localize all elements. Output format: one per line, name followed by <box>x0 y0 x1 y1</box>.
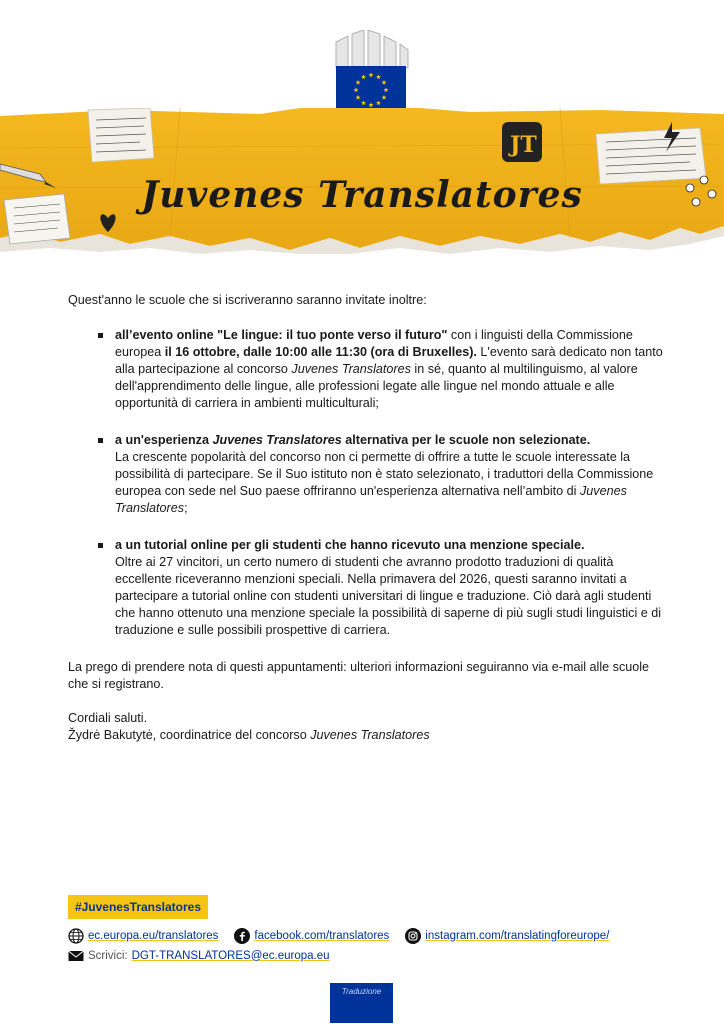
jt-badge-icon <box>502 122 542 162</box>
list-item-online-event <box>98 327 668 412</box>
signature-contest: Juvenes Translatores <box>310 728 430 742</box>
eu-star-icon <box>361 100 366 105</box>
alt-title-2: alternativa per le scuole non selezionate. <box>341 433 591 447</box>
social-links-row <box>68 926 609 946</box>
mail-icon <box>68 948 84 964</box>
eu-star-icon <box>384 87 389 92</box>
intro-text: Quest'anno le scuole che si iscriveranno saranno invitate inoltre: <box>68 293 427 307</box>
svg-text:JT: JT <box>510 132 537 158</box>
eu-stars-icon <box>336 66 406 114</box>
eu-star-icon <box>356 95 361 100</box>
event-text-1: con i linguisti della Commissione europea <box>115 328 633 359</box>
facebook-icon <box>234 928 250 944</box>
website-link[interactable]: ec.europa.eu/translatores <box>88 930 219 942</box>
facebook-link[interactable]: facebook.com/translatores <box>254 930 390 942</box>
tutorial-title: a un tutorial online per gli studenti che hanno ricevuto una menzione speciale. <box>115 538 585 552</box>
alt-text-1: La crescente popolarità del concorso non ci permette di offrire a tutte le scuole interessate la possibilità di partecipare. Se il Suo istituto non è stato selezionato, i traduttori della Commissione europea con sede nel Suo paese offriranno un'esperienza alternativa nell’ambito di <box>115 450 654 498</box>
eu-star-icon <box>361 74 366 79</box>
contest-name: Juvenes Translatores <box>115 484 627 515</box>
mail-label: Scrivici: <box>88 950 128 962</box>
instagram-link[interactable]: instagram.com/translatingforeurope/ <box>425 930 610 942</box>
contest-name: Juvenes Translatores <box>291 362 411 376</box>
eu-star-icon <box>354 87 359 92</box>
alt-title-contest: Juvenes Translatores <box>212 433 342 447</box>
signature-name: Žydrė Bakutytė, coordinatrice del concorso <box>68 728 311 742</box>
event-title: all’evento online "Le lingue: il tuo ponte verso il futuro" <box>115 328 448 342</box>
eu-star-icon <box>356 80 361 85</box>
eu-star-icon <box>382 95 387 100</box>
eu-star-icon <box>369 102 374 107</box>
mail-row <box>68 946 609 966</box>
translation-label: Traduzione <box>330 983 393 1023</box>
mail-link[interactable]: DGT-TRANSLATORES@ec.europa.eu <box>131 950 330 962</box>
list-item-alternative-experience <box>98 432 668 517</box>
event-text-3: in sé, quanto al multilinguismo, al valore dell'apprendimento delle lingue, alle professioni legate alle lingue nel mondo attuale e alle opportunità di carriera in ambienti multiculturali; <box>115 362 638 410</box>
bullet-marker <box>98 333 103 338</box>
tutorial-text: Oltre ai 27 vincitori, un certo numero di studenti che avranno prodotto traduzioni di qualità eccellente riceveranno menzioni speciali. Nella primavera del 2026, questi saranno invitati a partecipare a tutorial online con studenti universitari di lingue e traduzione. Ciò darà agli studenti che hanno ottenuto una menzione speciale la possibilità di saperne di più sugli studi linguistici e di traduzione e sulle possibili prospettive di carriera. <box>115 555 662 637</box>
eu-flag <box>336 66 406 114</box>
banner-title: Juvenes Translatores <box>141 174 583 216</box>
footer-links <box>68 926 609 966</box>
signature <box>68 727 668 744</box>
bullet-marker <box>98 438 103 443</box>
event-date: il 16 ottobre, dalle 10:00 alle 11:30 (ora di Bruxelles). <box>164 345 477 359</box>
berlaymont-building-icon <box>308 30 416 70</box>
alt-title-1: a un'esperienza <box>115 433 213 447</box>
list-item-online-tutorial <box>98 537 668 639</box>
events-list <box>98 327 668 639</box>
eu-star-icon <box>382 80 387 85</box>
letter-body <box>68 292 668 744</box>
note-text: La prego di prendere nota di questi appuntamenti: ulteriori informazioni seguiranno via e-mail alle scuole che si registrano. <box>68 660 650 691</box>
alt-text-2: ; <box>184 501 188 515</box>
eu-star-icon <box>376 74 381 79</box>
globe-icon <box>68 928 84 944</box>
instagram-icon <box>405 928 421 944</box>
event-text-2: L'evento sarà dedicato non tanto alla partecipazione al concorso <box>115 345 663 376</box>
bullet-marker <box>98 543 103 548</box>
hashtag-badge: #JuvenesTranslatores <box>68 895 208 919</box>
eu-star-icon <box>369 72 374 77</box>
closing-text: Cordiali saluti. <box>68 711 148 725</box>
eu-star-icon <box>376 100 381 105</box>
paper-scrap-left <box>88 108 154 162</box>
